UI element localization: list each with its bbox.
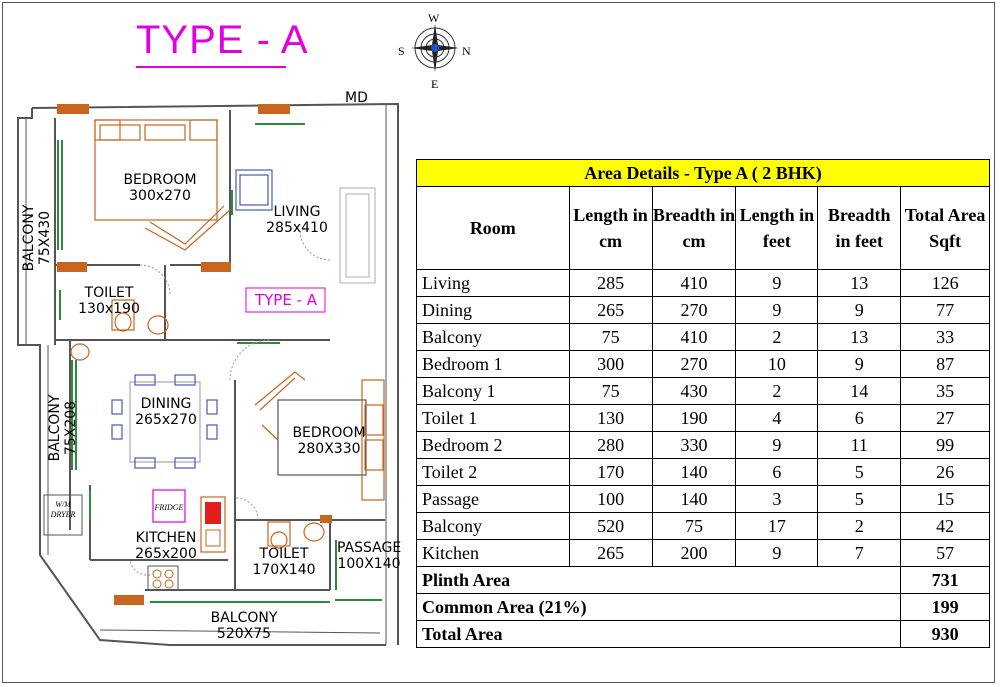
label-toilet1: TOILET 130x190: [78, 285, 140, 317]
label-balcony-left-bottom: BALCONY 75X208: [47, 394, 79, 462]
area-cell: 99: [901, 432, 990, 459]
summary-label: Total Area: [417, 621, 901, 648]
table-row: [417, 324, 990, 351]
compass-s: S: [398, 44, 405, 58]
kitchen-stove: [148, 566, 178, 590]
label-passage: PASSAGE 100X140: [337, 540, 402, 572]
summary-value: 930: [901, 621, 990, 648]
table-row: [417, 486, 990, 513]
breadth-cm-cell: 330: [652, 432, 736, 459]
room-cell: Toilet 1: [417, 405, 570, 432]
header-breadth-cm: Breadth in cm: [652, 187, 736, 270]
summary-value: 731: [901, 567, 990, 594]
area-cell: 126: [901, 270, 990, 297]
room-cell: Bedroom 2: [417, 432, 570, 459]
breadth-ft-cell: 9: [818, 297, 901, 324]
summary-row: [417, 567, 990, 594]
room-cell: Kitchen: [417, 540, 570, 567]
area-cell: 57: [901, 540, 990, 567]
summary-row: [417, 594, 990, 621]
length-cm-cell: 285: [569, 270, 652, 297]
breadth-ft-cell: 2: [818, 513, 901, 540]
breadth-ft-cell: 14: [818, 378, 901, 405]
label-dining: DINING 265x270: [135, 396, 197, 428]
room-cell: Toilet 2: [417, 459, 570, 486]
breadth-ft-cell: 13: [818, 270, 901, 297]
breadth-ft-cell: 13: [818, 324, 901, 351]
length-cm-cell: 280: [569, 432, 652, 459]
room-cell: Balcony: [417, 513, 570, 540]
length-cm-cell: 265: [569, 540, 652, 567]
room-cell: Bedroom 1: [417, 351, 570, 378]
table-row: [417, 297, 990, 324]
length-ft-cell: 2: [736, 324, 818, 351]
table-row: [417, 405, 990, 432]
breadth-cm-cell: 75: [652, 513, 736, 540]
compass-e: E: [431, 77, 439, 91]
header-total-area: Total Area Sqft: [901, 187, 990, 270]
table-caption: Area Details - Type A ( 2 BHK): [417, 160, 990, 187]
breadth-ft-cell: 9: [818, 351, 901, 378]
label-bedroom2: BEDROOM 280X330: [292, 425, 366, 457]
area-cell: 77: [901, 297, 990, 324]
breadth-ft-cell: 5: [818, 459, 901, 486]
room-cell: Balcony: [417, 324, 570, 351]
length-cm-cell: 75: [569, 378, 652, 405]
door-bedroom1-top: [57, 104, 89, 114]
length-cm-cell: 300: [569, 351, 652, 378]
header-room: Room: [417, 187, 570, 270]
length-cm-cell: 100: [569, 486, 652, 513]
breadth-cm-cell: 430: [652, 378, 736, 405]
area-cell: 26: [901, 459, 990, 486]
table-row: [417, 513, 990, 540]
length-ft-cell: 9: [736, 540, 818, 567]
area-cell: 87: [901, 351, 990, 378]
breadth-cm-cell: 200: [652, 540, 736, 567]
table-row: [417, 432, 990, 459]
breadth-cm-cell: 140: [652, 486, 736, 513]
summary-label: Common Area (21%): [417, 594, 901, 621]
breadth-ft-cell: 6: [818, 405, 901, 432]
length-ft-cell: 2: [736, 378, 818, 405]
door-balcony-bottom: [114, 595, 144, 605]
header-length-ft: Length in feet: [736, 187, 818, 270]
sofa: [340, 188, 375, 283]
breadth-cm-cell: 190: [652, 405, 736, 432]
door-toilet1: [57, 262, 87, 272]
breadth-cm-cell: 270: [652, 351, 736, 378]
door-living-mid: [201, 262, 231, 272]
summary-value: 199: [901, 594, 990, 621]
length-ft-cell: 17: [736, 513, 818, 540]
area-cell: 35: [901, 378, 990, 405]
breadth-ft-cell: 7: [818, 540, 901, 567]
table-row: [417, 270, 990, 297]
label-toilet2: TOILET 170X140: [252, 546, 316, 578]
summary-label: Plinth Area: [417, 567, 901, 594]
table-row: [417, 378, 990, 405]
length-ft-cell: 10: [736, 351, 818, 378]
room-cell: Passage: [417, 486, 570, 513]
breadth-ft-cell: 5: [818, 486, 901, 513]
label-wm-dryer: W/M DRYER: [50, 500, 76, 519]
table-row: [417, 459, 990, 486]
compass-w: W: [428, 11, 440, 25]
page-title: TYPE - A: [136, 18, 309, 62]
length-cm-cell: 130: [569, 405, 652, 432]
table-row: [417, 540, 990, 567]
header-breadth-ft: Breadth in feet: [818, 187, 901, 270]
length-ft-cell: 4: [736, 405, 818, 432]
length-ft-cell: 9: [736, 270, 818, 297]
length-cm-cell: 265: [569, 297, 652, 324]
length-ft-cell: 6: [736, 459, 818, 486]
area-cell: 33: [901, 324, 990, 351]
summary-row: [417, 621, 990, 648]
door-passage: [320, 515, 332, 523]
kitchen-sink: [201, 497, 225, 552]
area-details-table: [416, 159, 990, 648]
table-header-row: [417, 187, 990, 270]
label-fridge: FRIDGE: [154, 503, 184, 512]
area-cell: 42: [901, 513, 990, 540]
compass-n: N: [462, 44, 471, 58]
area-cell: 27: [901, 405, 990, 432]
label-type-tag: TYPE - A: [254, 291, 318, 309]
breadth-cm-cell: 410: [652, 324, 736, 351]
room-cell: Living: [417, 270, 570, 297]
header-length-cm: Length in cm: [569, 187, 652, 270]
label-living: LIVING 285x410: [266, 204, 328, 236]
table-row: [417, 351, 990, 378]
breadth-cm-cell: 410: [652, 270, 736, 297]
label-kitchen: KITCHEN 265x200: [135, 530, 197, 562]
area-cell: 15: [901, 486, 990, 513]
length-ft-cell: 9: [736, 297, 818, 324]
label-bedroom1: BEDROOM 300x270: [123, 172, 197, 204]
label-md: MD: [345, 90, 368, 106]
door-living-top: [258, 104, 290, 114]
label-balcony-bottom: BALCONY 520X75: [210, 610, 278, 642]
breadth-cm-cell: 140: [652, 459, 736, 486]
room-cell: Balcony 1: [417, 378, 570, 405]
length-cm-cell: 170: [569, 459, 652, 486]
breadth-cm-cell: 270: [652, 297, 736, 324]
label-balcony-left-top: BALCONY 75X430: [21, 204, 53, 272]
length-ft-cell: 3: [736, 486, 818, 513]
room-cell: Dining: [417, 297, 570, 324]
length-cm-cell: 75: [569, 324, 652, 351]
length-cm-cell: 520: [569, 513, 652, 540]
length-ft-cell: 9: [736, 432, 818, 459]
breadth-ft-cell: 11: [818, 432, 901, 459]
